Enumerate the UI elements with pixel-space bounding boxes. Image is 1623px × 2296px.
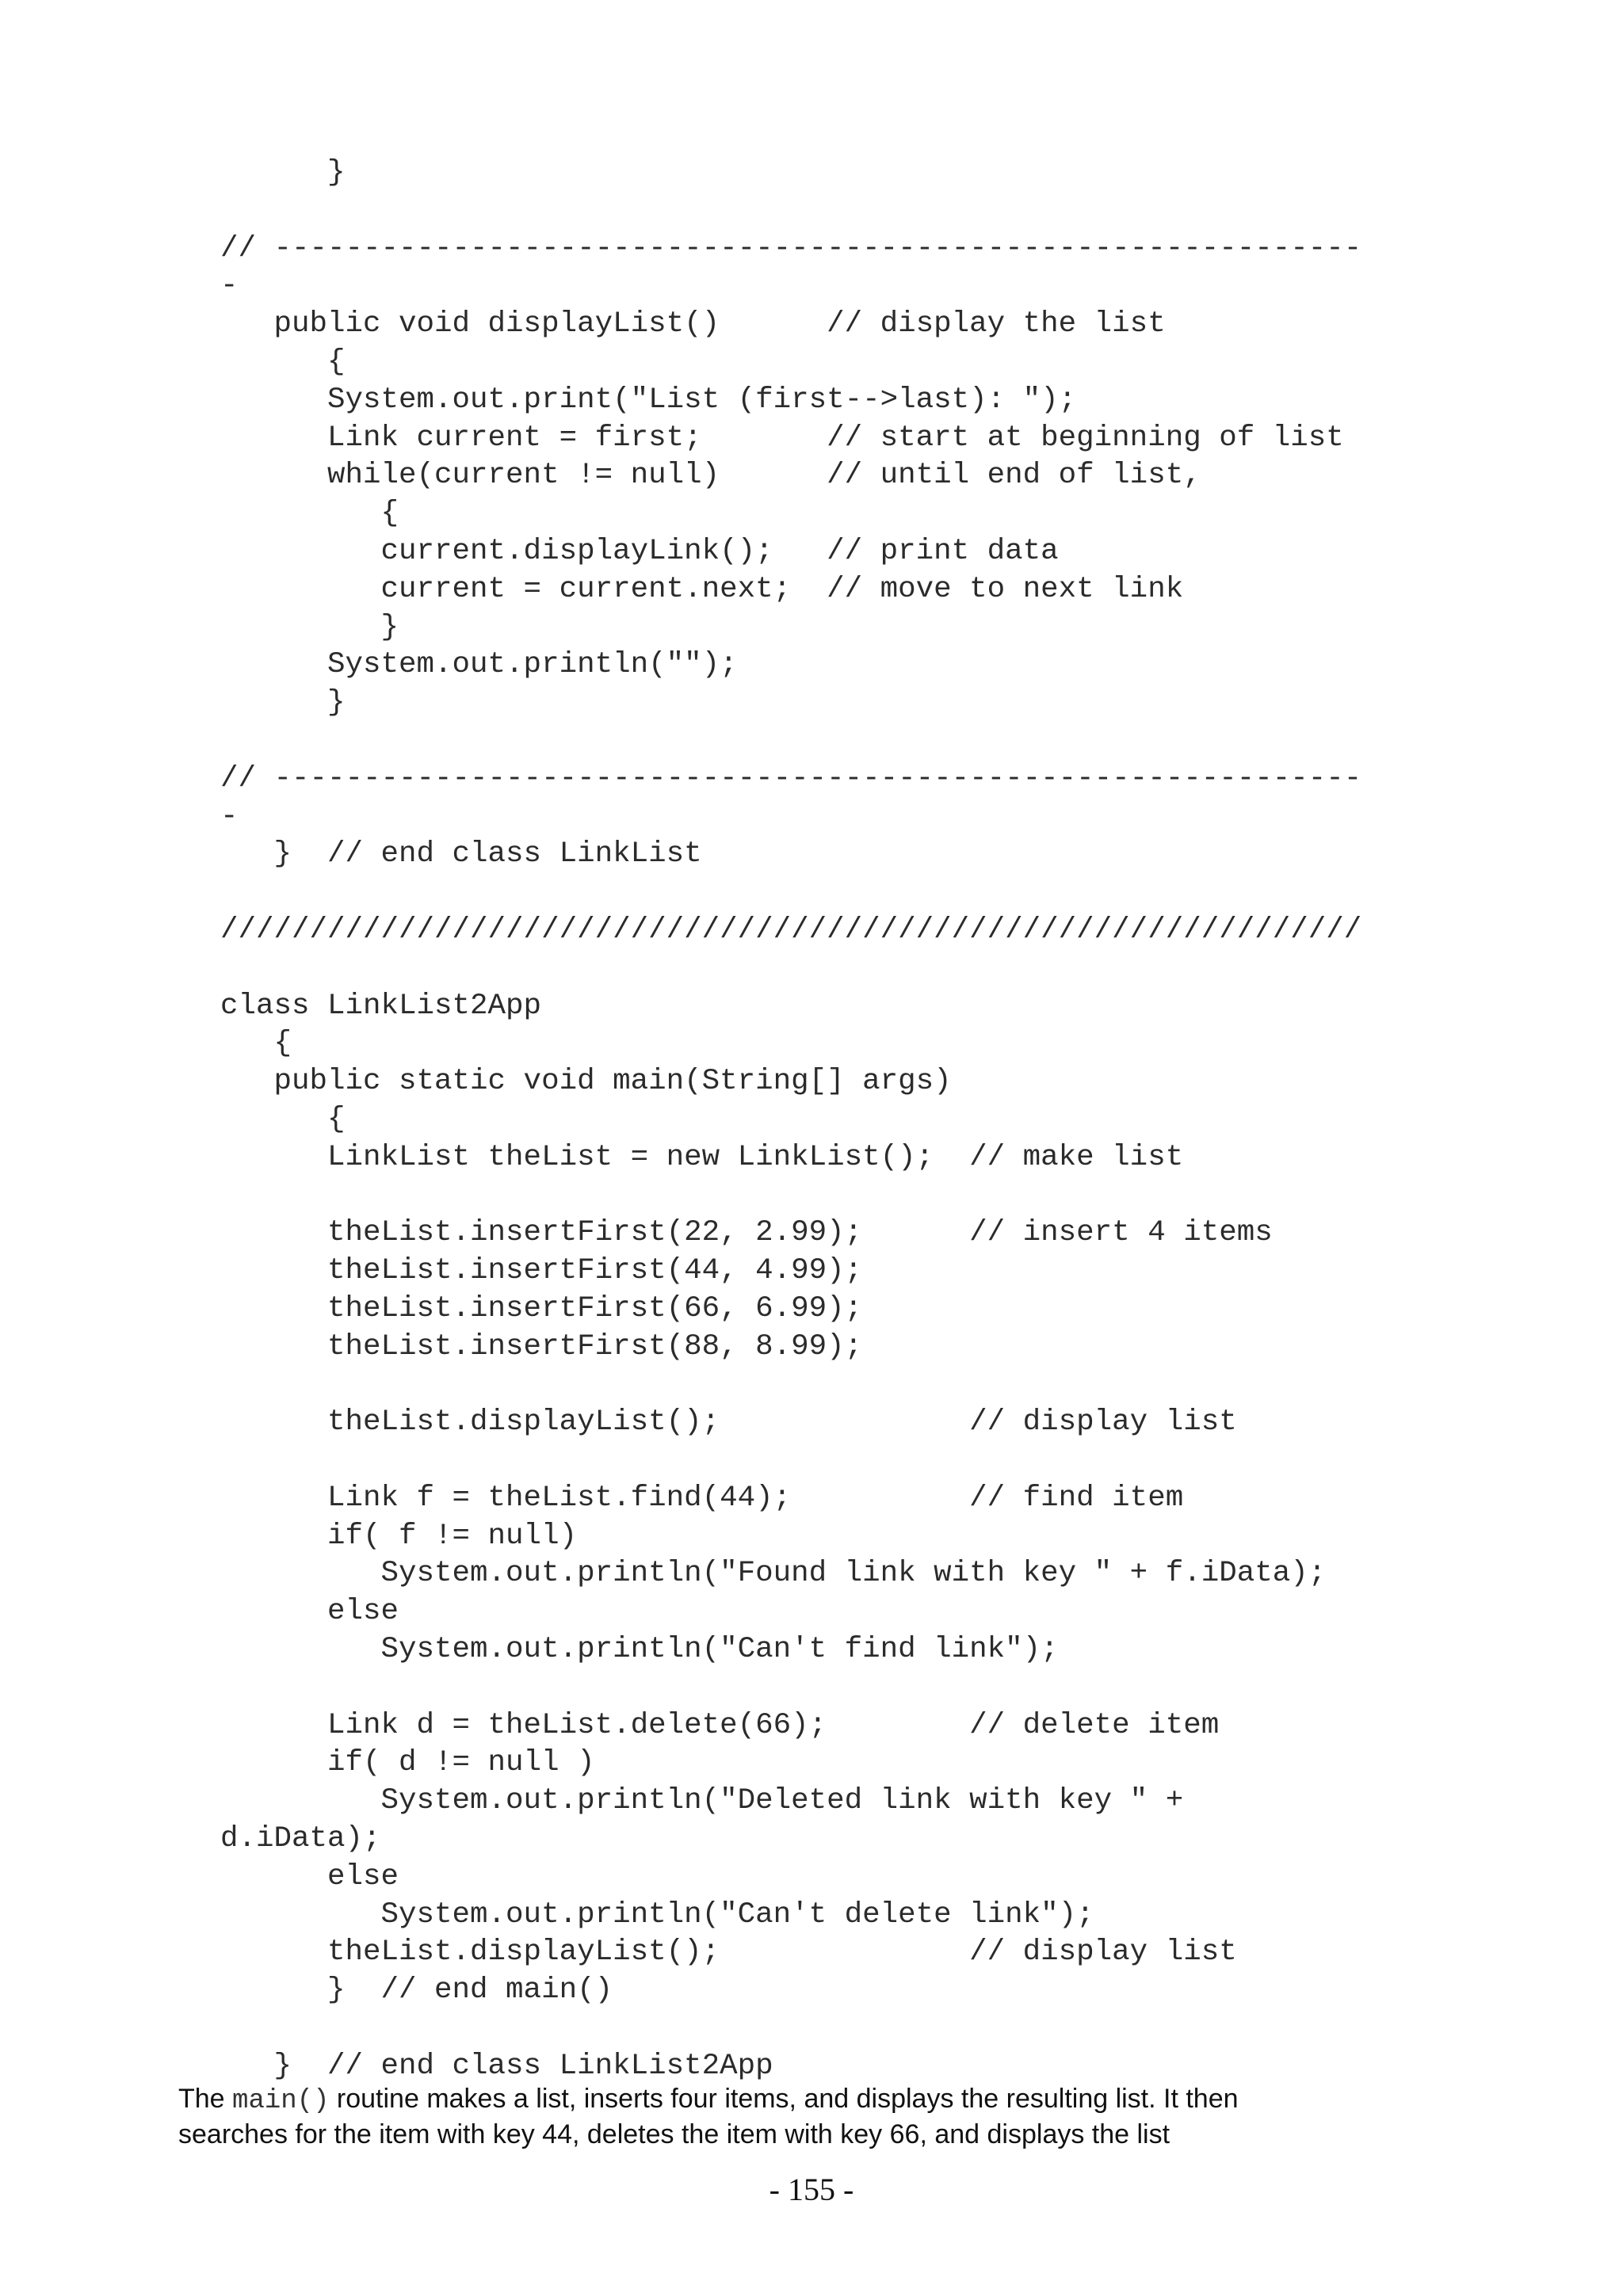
code-line: theList.insertFirst(44, 4.99); bbox=[220, 1254, 863, 1288]
code-line: System.out.println("Deleted link with key " + bbox=[220, 1784, 1184, 1818]
code-line: if( d != null ) bbox=[220, 1746, 595, 1780]
code-line: if( f != null) bbox=[220, 1519, 578, 1553]
code-line: current.displayLink(); // print data bbox=[220, 534, 1059, 568]
code-line: d.iData); bbox=[220, 1822, 381, 1856]
code-line: } bbox=[220, 610, 399, 644]
code-line: } // end class LinkList2App bbox=[220, 2049, 773, 2083]
code-line: Link d = theList.delete(66); // delete item bbox=[220, 1708, 1220, 1742]
code-line bbox=[220, 1177, 1361, 1215]
code-line: { bbox=[220, 345, 346, 379]
code-line bbox=[220, 1367, 1361, 1405]
code-listing bbox=[220, 154, 1361, 2086]
code-line: } // end class LinkList bbox=[220, 837, 702, 871]
code-line: System.out.println(""); bbox=[220, 648, 738, 682]
code-line: else bbox=[220, 1595, 399, 1629]
code-line: // ------------------------------------------------------------- bbox=[220, 231, 1362, 265]
code-line bbox=[220, 1442, 1361, 1480]
code-line bbox=[220, 950, 1361, 988]
code-line: { bbox=[220, 497, 399, 531]
code-line: theList.insertFirst(88, 8.99); bbox=[220, 1329, 863, 1363]
code-line bbox=[220, 2010, 1361, 2048]
code-line: System.out.print("List (first-->last): "); bbox=[220, 383, 1077, 417]
code-line: theList.insertFirst(66, 6.99); bbox=[220, 1291, 863, 1325]
code-line: //////////////////////////////////////////////////////////////// bbox=[220, 913, 1362, 947]
code-line: { bbox=[220, 1027, 292, 1061]
code-line bbox=[220, 723, 1361, 761]
code-line: } // end main() bbox=[220, 1974, 613, 2008]
code-line: public void displayList() // display the list bbox=[220, 307, 1166, 341]
code-line: theList.insertFirst(22, 2.99); // insert 4 items bbox=[220, 1216, 1273, 1250]
code-line: current = current.next; // move to next link bbox=[220, 572, 1184, 606]
code-line: } bbox=[220, 686, 346, 720]
code-line: Link f = theList.find(44); // find item bbox=[220, 1481, 1184, 1515]
code-line: - bbox=[220, 269, 239, 303]
code-line bbox=[220, 1669, 1361, 1707]
code-line: theList.displayList(); // display list bbox=[220, 1405, 1237, 1440]
code-line: Link current = first; // start at beginning of list bbox=[220, 421, 1344, 455]
code-line bbox=[220, 193, 1361, 231]
paragraph-prefix: The bbox=[178, 2084, 233, 2114]
code-line: System.out.println("Can't delete link"); bbox=[220, 1897, 1094, 1932]
code-line: System.out.println("Found link with key " + f.iData); bbox=[220, 1557, 1327, 1591]
code-line: { bbox=[220, 1102, 346, 1136]
code-line: else bbox=[220, 1859, 399, 1894]
inline-code-main: main() bbox=[232, 2086, 330, 2116]
code-line: } bbox=[220, 156, 346, 189]
code-line: while(current != null) // until end of list, bbox=[220, 459, 1201, 493]
code-line: System.out.println("Can't find link"); bbox=[220, 1633, 1059, 1667]
code-line bbox=[220, 874, 1361, 912]
code-line: class LinkList2App bbox=[220, 989, 542, 1023]
body-paragraph bbox=[178, 2082, 1415, 2151]
paragraph-line-2: searches for the item with key 44, deletes the item with key 66, and displays the list bbox=[178, 2119, 1170, 2149]
code-line: // ------------------------------------------------------------- bbox=[220, 761, 1362, 795]
code-line: public static void main(String[] args) bbox=[220, 1065, 952, 1099]
code-line: - bbox=[220, 799, 239, 833]
paragraph-line-1: routine makes a list, inserts four items, and displays the resulting list. It then bbox=[329, 2084, 1239, 2114]
code-line: LinkList theList = new LinkList(); // make list bbox=[220, 1140, 1184, 1174]
page-number: - 155 - bbox=[769, 2172, 854, 2207]
code-line: theList.displayList(); // display list bbox=[220, 1936, 1237, 1970]
